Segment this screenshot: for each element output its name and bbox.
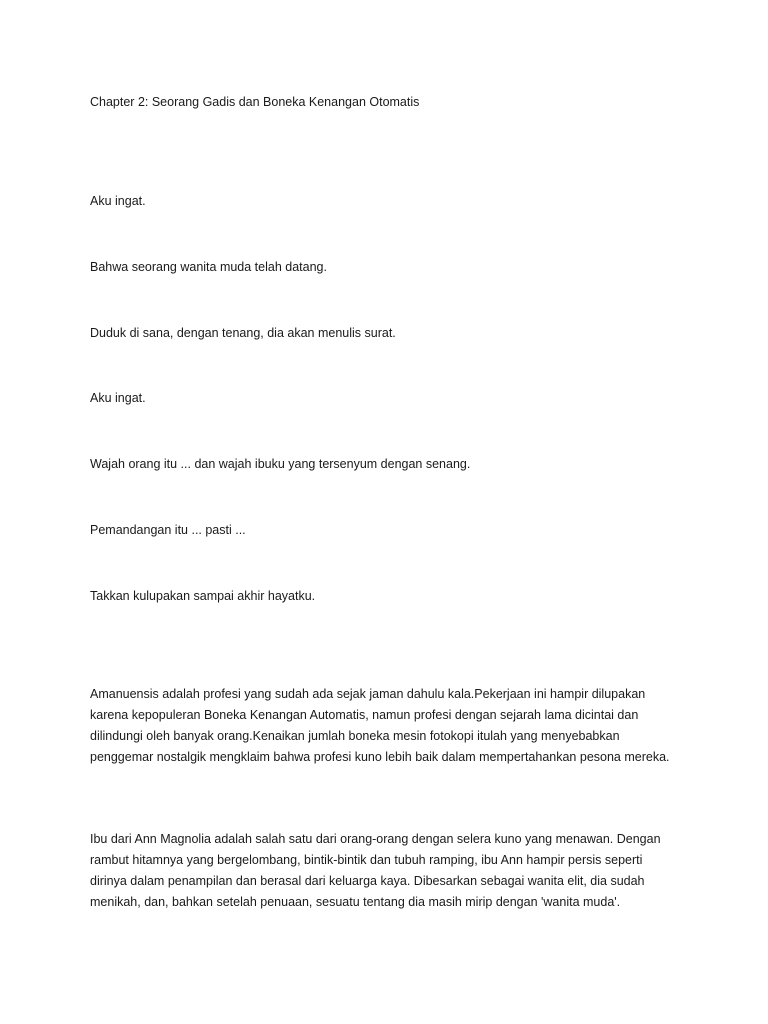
chapter-title: Chapter 2: Seorang Gadis dan Boneka Kenangan Otomatis — [90, 95, 420, 109]
paragraph: Aku ingat. — [90, 391, 146, 405]
paragraph: Aku ingat. — [90, 194, 146, 208]
paragraph: Duduk di sana, dengan tenang, dia akan menulis surat. — [90, 326, 396, 340]
paragraph: Wajah orang itu ... dan wajah ibuku yang tersenyum dengan senang. — [90, 457, 471, 471]
paragraph: Pemandangan itu ... pasti ... — [90, 523, 246, 537]
paragraph-amanuensis: Amanuensis adalah profesi yang sudah ada sejak jaman dahulu kala.Pekerjaan ini hampir dilupakan karena kepopuleran Boneka Kenangan Automatis, namun profesi dengan sejarah lama dicintai dan dilindungi oleh banyak orang.Kenaikan jumlah boneka mesin fotokopi itulah yang menyebabkan penggemar nostalgik mengklaim bahwa profesi kuno lebih baik dalam mempertahankan pesona mereka. — [90, 687, 670, 764]
paragraph: Takkan kulupakan sampai akhir hayatku. — [90, 589, 316, 603]
paragraph: Bahwa seorang wanita muda telah datang. — [90, 260, 327, 274]
paragraph-ann-magnolia-mother: Ibu dari Ann Magnolia adalah salah satu dari orang-orang dengan selera kuno yang menawan. Dengan rambut hitamnya yang bergelombang, bintik-bintik dan tubuh ramping, ibu Ann hampir persis seperti dirinya dalam penampilan dan berasal dari keluarga kaya. Dibesarkan sebagai wanita elit, dia sudah menikah, dan, bahkan setelah penuaan, sesuatu tentang dia masih mirip dengan 'wanita muda'. — [90, 832, 661, 909]
